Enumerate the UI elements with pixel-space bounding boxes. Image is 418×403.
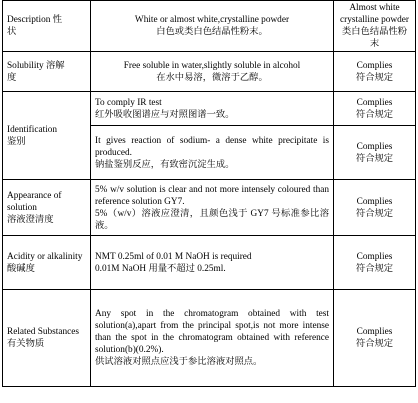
result-cn: 符合规定 [355,72,394,83]
result-cell [334,92,416,126]
requirement-cell [91,290,334,387]
label-cell [3,52,91,92]
specification-table [2,0,416,387]
requirement-cn: 供试溶液对照点应浅于参比溶液对照点。 [95,357,263,367]
requirement-cell [91,236,334,290]
label-en: Appearance of solution [7,190,62,213]
result-en: Almost white crystalline powder [340,3,409,25]
requirement-cell [91,92,334,126]
label-cell [3,92,91,180]
requirement-cn: 红外吸收图谱应与对照图谱一致。 [95,109,235,120]
result-cn: 符合规定 [355,263,394,274]
requirement-en: 5% w/v solution is clear and not more intensely coloured than reference solution GY7. [95,184,329,207]
label-cell [3,180,91,236]
label-en: Solubility 溶解 [7,60,65,71]
result-en: Complies [356,97,393,108]
result-cell [334,180,416,236]
requirement-en: Free soluble in water,slightly soluble in alcohol [123,60,301,71]
requirement-en: It gives reaction of sodium- a dense white precipitate is produced. [95,135,329,158]
label-cn: 溶液澄清度 [7,214,54,225]
table-row-description [3,1,416,52]
requirement-cell [91,126,334,180]
requirement-cn: 白色或类白色结晶性粉末。 [156,27,268,37]
result-cell [334,126,416,180]
label-en: Related Substances [7,327,80,337]
label-cn: 酸碱度 [7,263,35,274]
requirement-cell [91,1,334,52]
table-row-acidity [3,236,416,290]
requirement-cn: 在水中易溶，微溶于乙醇。 [156,72,268,83]
result-cell [334,236,416,290]
result-cell [334,52,416,92]
result-cn: 符合规定 [355,109,394,120]
requirement-cn: 钠盐鉴别反应，有致密沉淀生成。 [95,159,235,170]
requirement-en: Any spot in the chromatogram obtained with test solution(a),apart from the principal spot,is not more intense than the spot in the chromatogram obtained with reference solution(b)(0.2%). [95,309,329,355]
table-row-identification [3,92,416,126]
table-row-solubility [3,52,416,92]
label-cn: 度 [7,72,17,83]
result-en: Complies [356,327,393,337]
result-cn: 符合规定 [355,208,394,219]
table-row-appearance [3,180,416,236]
result-cell [334,1,416,52]
label-cn: 鉴别 [7,136,26,147]
label-en: Identification [7,124,58,135]
requirement-en: White or almost white,crystalline powder [134,15,290,25]
result-en: Complies [356,196,393,207]
result-en: Complies [356,141,393,152]
table-row-related-substances [3,290,416,387]
label-cn: 状 [7,27,17,37]
result-cell [334,290,416,387]
label-en: Description 性 [7,15,62,25]
result-cn: 符合规定 [355,339,394,349]
requirement-en: To comply IR test [95,97,162,108]
result-en: Complies [356,251,393,262]
result-en: Complies [356,60,393,71]
requirement-cell [91,52,334,92]
requirement-cn: 5%（w/v）溶液应澄清，且颜色浅于 GY7 号标准参比溶液。 [95,208,329,231]
label-cell [3,236,91,290]
requirement-cell [91,180,334,236]
label-cn: 有关物质 [7,339,45,349]
result-cn: 符合规定 [355,153,394,164]
requirement-en: NMT 0.25ml of 0.01 M NaOH is required [95,251,252,262]
result-cn: 类白色结晶性粉末 [341,27,408,49]
requirement-cn: 0.01M NaOH 用量不超过 0.25ml. [95,263,226,274]
label-en: Acidity or alkalinity [7,251,83,262]
label-cell [3,290,91,387]
label-cell [3,1,91,52]
